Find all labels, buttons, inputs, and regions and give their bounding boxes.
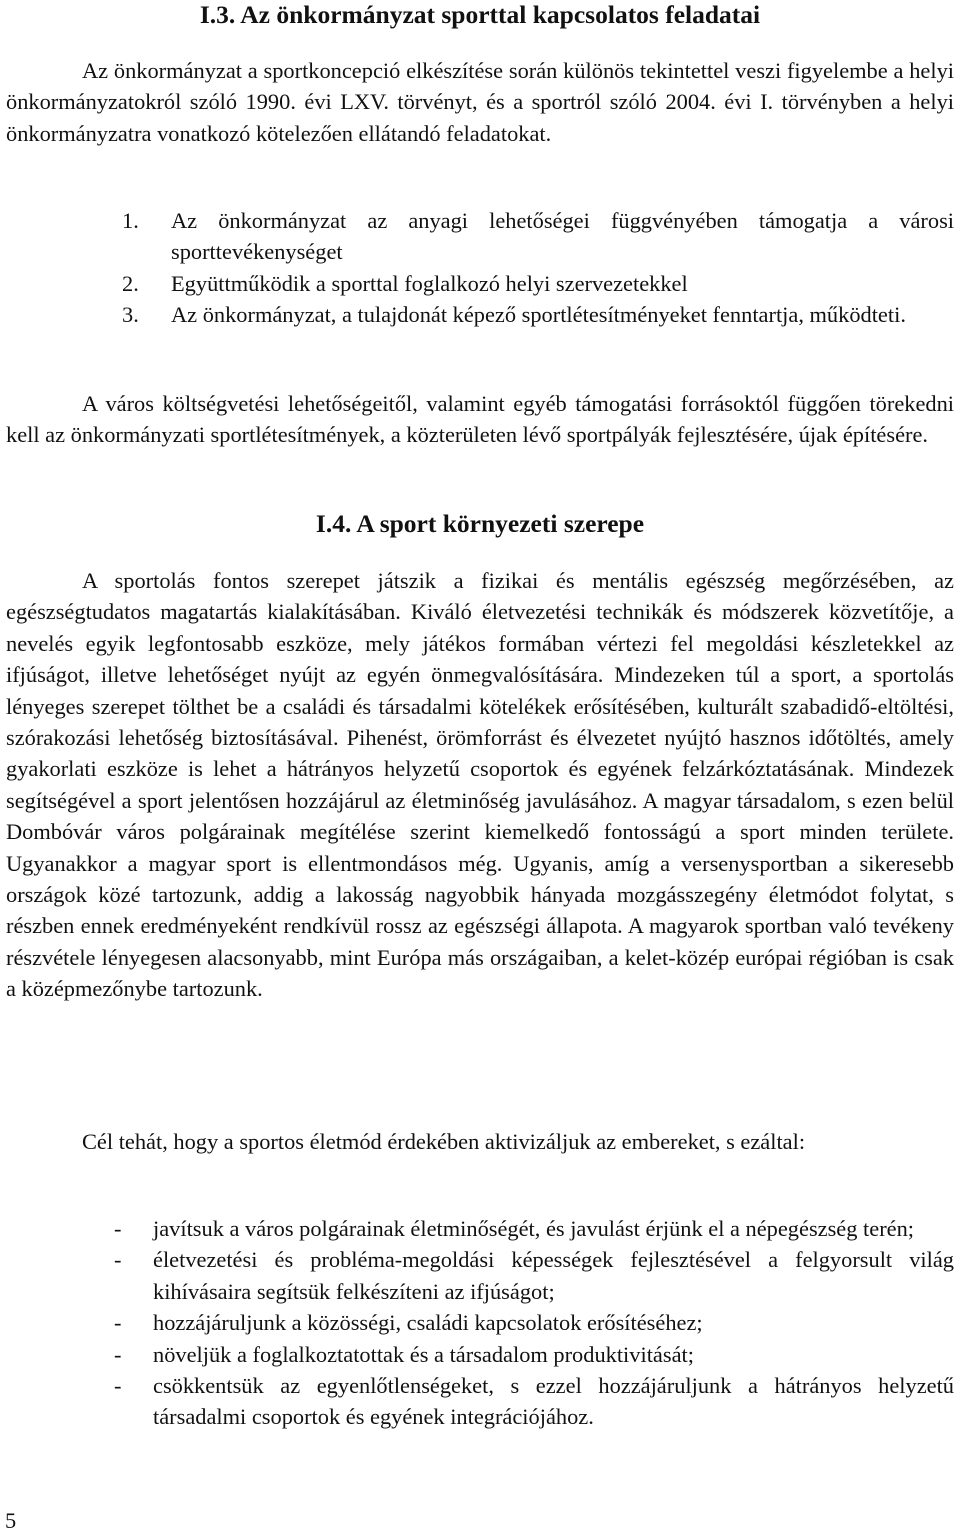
goal-list-text: növeljük a foglalkoztatottak és a társadalom produktivitását; [153,1341,694,1367]
goal-list-dash: - [114,1341,122,1367]
goal-list-text: csökkentsük az egyenlőtlenségeket, s ezzel hozzájáruljunk a hátrányos helyzetű társadalmi csoportok és egyének integrációjához. [153,1373,954,1430]
goal-list-text: hozzájáruljunk a közösségi, családi kapcsolatok erősítéséhez; [153,1310,703,1336]
task-list-number: 2. [122,270,139,296]
goal-list-item [114,1307,954,1338]
goal-list [114,1213,954,1433]
goal-list-item [114,1339,954,1370]
goal-list-dash: - [114,1373,122,1399]
task-list-item [122,205,954,268]
goal-list-dash: - [114,1247,122,1273]
section-3-closing-paragraph: A város költségvetési lehetőségeitől, valamint egyéb támogatási forrásoktól függően törekedni kell az önkormányzati sportlétesítmények, a közterületen lévő sportpályák fejlesztésére, újak építésére. [6,391,954,448]
goal-list-text: javítsuk a város polgárainak életminőségét, és javulást érjünk el a népegészség terén; [153,1216,915,1241]
section-3-intro-paragraph: Az önkormányzat a sportkoncepció elkészítése során különös tekintettel veszi figyelembe a helyi önkormányzatokról szóló 1990. évi LXV. törvényt, és a sportról szóló 2004. évi I. törvényben a helyi önkormányzatra vonatkozó kötelezően ellátandó feladatokat. [6,58,954,146]
goal-list-dash: - [114,1216,122,1241]
goal-list-item [114,1213,954,1244]
task-list-item [122,268,954,299]
section-3-heading: I.3. Az önkormányzat sporttal kapcsolatos feladatai [199,0,761,29]
task-list-text: Együttműködik a sporttal foglalkozó helyi szervezetekkel [171,270,688,296]
goal-list-item [114,1370,954,1433]
goal-intro-paragraph: Cél tehát, hogy a sportos életmód érdekében aktivizáljuk az embereket, s ezáltal: [82,1129,806,1154]
task-list-text: Az önkormányzat, a tulajdonát képező sportlétesítményeket fenntartja, működteti. [171,302,906,328]
task-list-number: 3. [122,302,139,328]
section-4-body-paragraph: A sportolás fontos szerepet játszik a fizikai és mentális egészség megőrzésében, az egészségtudatos magatartás kialakításában. Kiváló életvezetési technikák és módszerek közvetítője, a nevelés egyik legfontosabb eszköze, mely játékos formában vértezi fel megoldási készletekkel az ifjúságot, illetve lehetőséget nyújt az egyén önmegvalósítására. Mindezeken túl a sport, a sportolás lényeges szerepet tölthet be a családi és társadalmi kötelékek erősítésében, kulturált szabadidő-eltöltési, szórakozási lehetőség biztosításával. Pihenést, örömforrást és élvezetet nyújtó hasznos időtöltés, amely gyakorlati eszköze is lehet a hátrányos helyzetű csoportok és egyének felzárkóztatásának. Mindezek segítségével a sport jelentősen hozzájárul az életminőség javulásához. A magyar társadalom, s ezen belül Dombóvár város polgárainak megítélése szerint kiemelkedő fontosságú a sport minden területe. Ugyanakkor a magyar sport is ellentmondásos még. Ugyanis, amíg a versenysportban a sikeresebb országok közé tartozunk, addig a lakosság nagyobbik hányada mozgásszegény életmódot folytat, s részben ennek eredményeként rendkívül rossz az egészségi állapota. A magyarok sportban való tevékeny részvétele lényegesen alacsonyabb, mint Európa más országaiban, a kelet-közép európai régióban is csak a középmezőnybe tartozunk. [6,568,954,1002]
section-4-heading: I.4. A sport környezeti szerepe [315,509,645,538]
section-3-task-list [122,205,954,331]
task-list-item [122,299,954,330]
page-number: 5 [5,1508,17,1533]
goal-list-dash: - [114,1310,122,1336]
task-list-number: 1. [122,208,139,233]
goal-list-item [114,1244,954,1307]
goal-list-text: életvezetési és probléma-megoldási képességek fejlesztésével a felgyorsult világ kihívásaira segítsük felkészíteni az ifjúságot; [153,1247,954,1304]
task-list-text: Az önkormányzat az anyagi lehetőségei függvényében támogatja a városi sporttevékenységet [171,208,954,265]
